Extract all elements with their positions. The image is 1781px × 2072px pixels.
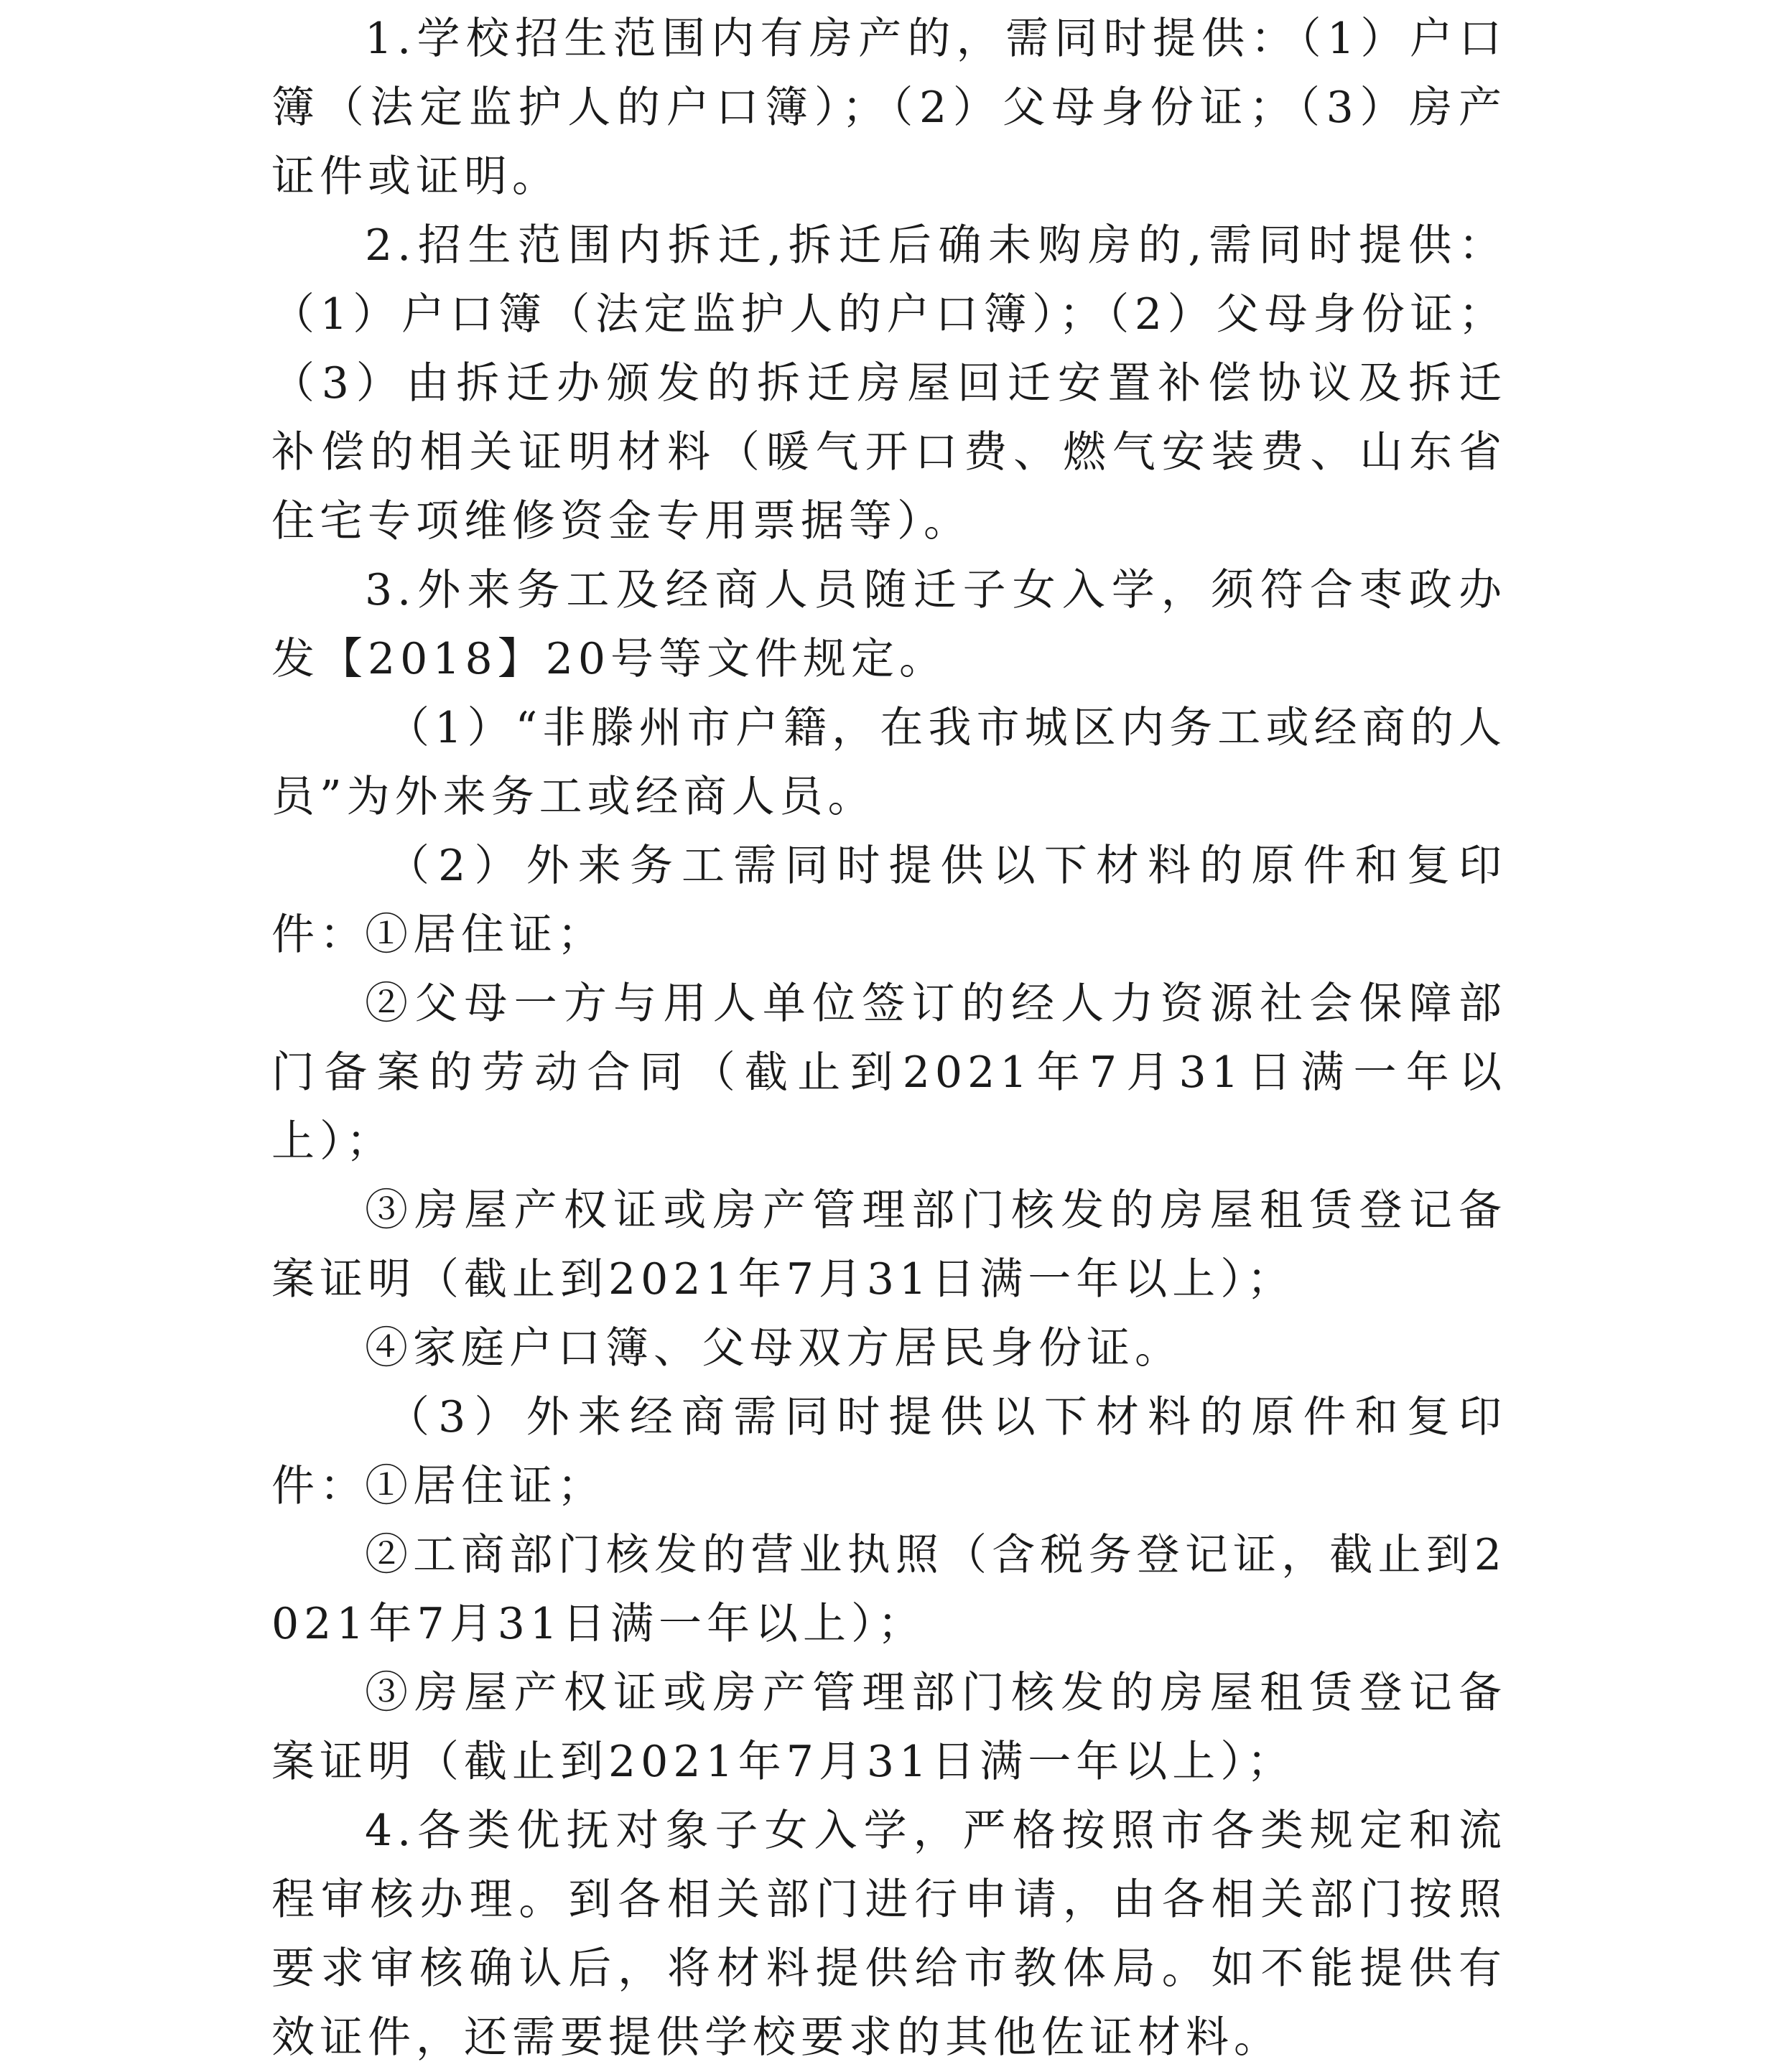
paragraph-3-2-item-2: ②父母一方与用人单位签订的经人力资源社会保障部门备案的劳动合同（截止到2021年7月31日满一年以上）； — [271, 979, 1507, 1167]
paragraph-1: 1.学校招生范围内有房产的，需同时提供：（1）户口簿（法定监护人的户口簿）；（2）父母身份证；（3）房产证件或证明。 — [271, 14, 1507, 202]
paragraph-4: 4.各类优抚对象子女入学，严格按照市各类规定和流程审核办理。到各相关部门进行申请，由各相关部门按照要求审核确认后，将材料提供给市教体局。如不能提供有效证件，还需要提供学校要求的其他佐证材料。 — [271, 1806, 1507, 2063]
paragraph-3-2-item-3: ③房屋产权证或房产管理部门核发的房屋租赁登记备案证明（截止到2021年7月31日满一年以上）； — [271, 1185, 1507, 1305]
paragraph-3-3: （3）外来经商需同时提供以下材料的原件和复印件： — [271, 1392, 1507, 1511]
paragraph-2: 2.招生范围内拆迁,拆迁后确未购房的,需同时提供：（1）户口簿（法定监护人的户口簿）；（2）父母身份证；（3）由拆迁办颁发的拆迁房屋回迁安置补偿协议及拆迁补偿的相关证明材料（暖气开口费、燃气安装费、山东省住宅专项维修资金专用票据等）。 — [271, 220, 1507, 546]
paragraph-3-3-item-1: ①居住证； — [365, 1461, 605, 1511]
paragraph-3-2-item-4: ④家庭户口簿、父母双方居民身份证。 — [365, 1323, 1183, 1373]
paragraph-3-2-item-1: ①居住证； — [365, 910, 605, 960]
paragraph-3-3-item-3: ③房屋产权证或房产管理部门核发的房屋租赁登记备案证明（截止到2021年7月31日满一年以上）； — [271, 1668, 1507, 1787]
paragraph-3-1: （1）“非滕州市户籍，在我市城区内务工或经商的人员”为外来务工或经商人员。 — [271, 703, 1507, 822]
paragraph-3: 3.外来务工及经商人员随迁子女入学，须符合枣政办发【2018】20号等文件规定。 — [271, 565, 1507, 684]
paragraph-3-3-item-2: ②工商部门核发的营业执照（含税务登记证，截止到2021年7月31日满一年以上）； — [271, 1530, 1507, 1649]
paragraph-3-2: （2）外来务工需同时提供以下材料的原件和复印件： — [271, 841, 1507, 960]
document-page — [271, 0, 1507, 2069]
